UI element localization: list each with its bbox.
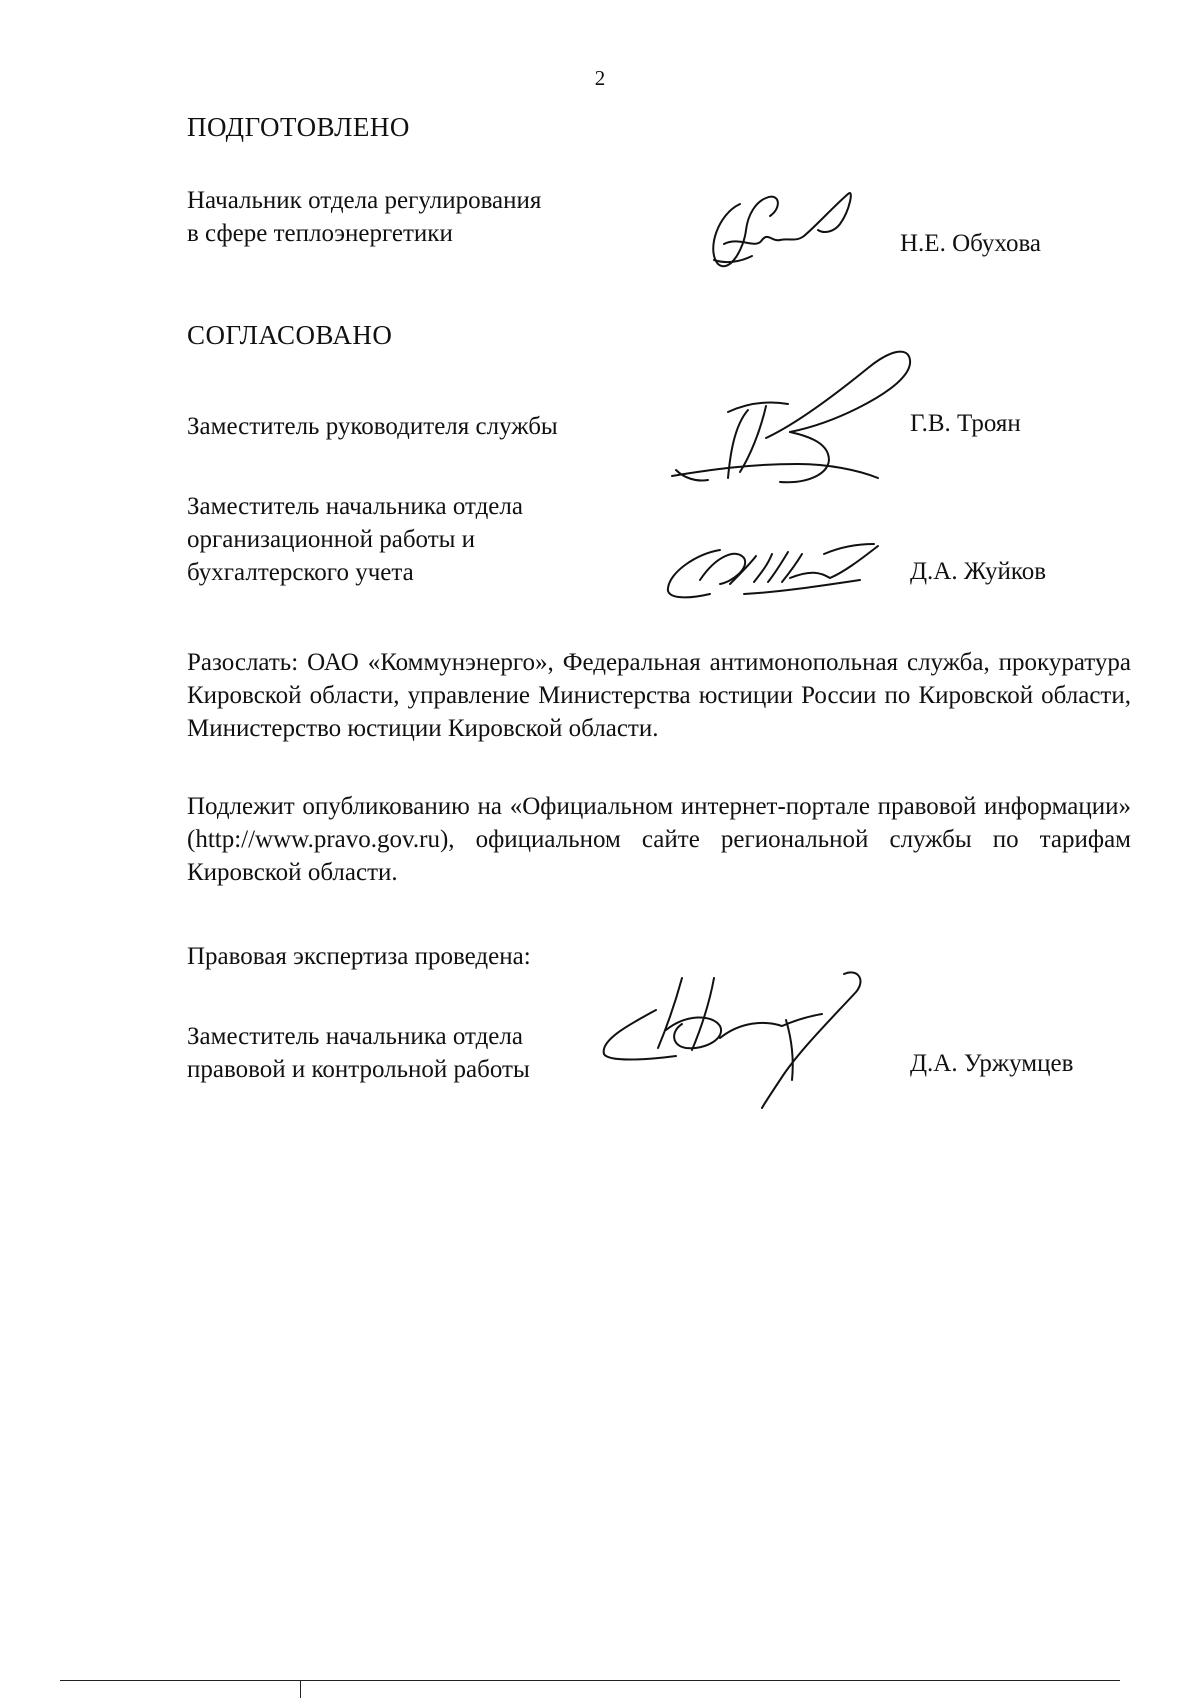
legal-review-name: Д.А. Уржумцев bbox=[910, 1050, 1074, 1077]
position-line: Начальник отдела регулирования bbox=[187, 187, 542, 214]
page-number: 2 bbox=[594, 66, 606, 90]
agreed-position-2 bbox=[187, 490, 523, 589]
position-line: Заместитель начальника отдела bbox=[187, 1023, 523, 1050]
footer-tick bbox=[300, 1680, 301, 1698]
legal-review-label: Правовая экспертиза проведена: bbox=[187, 943, 531, 970]
signature-urzhumtsev bbox=[596, 970, 886, 1110]
publication-paragraph: Подлежит опубликованию на «Официальном интернет-портале правовой информации» (http://www.pravo.gov.ru), официальном сайте региональной службы по тарифам Кировской области. bbox=[187, 793, 1131, 886]
signature-obukhova bbox=[700, 180, 880, 280]
distribution-paragraph: Разослать: ОАО «Коммунэнерго», Федеральная антимонопольная служба, прокуратура Кировской области, управление Министерства юстиции России по Кировской области, Министерство юстиции Кировской области. bbox=[187, 649, 1131, 742]
position-line: правовой и контрольной работы bbox=[187, 1056, 530, 1083]
prepared-position bbox=[187, 184, 541, 250]
position-line: бухгалтерского учета bbox=[187, 559, 414, 586]
prepared-name: Н.Е. Обухова bbox=[900, 230, 1042, 257]
footer-rule bbox=[60, 1680, 1120, 1681]
agreed-name-2: Д.А. Жуйков bbox=[910, 558, 1047, 585]
agreed-heading: СОГЛАСОВАНО bbox=[187, 320, 393, 350]
position-line: Заместитель начальника отдела bbox=[187, 493, 523, 520]
position-line: Заместитель руководителя службы bbox=[187, 413, 558, 440]
agreed-position-1 bbox=[187, 410, 558, 443]
legal-review-position bbox=[187, 1020, 530, 1086]
position-line: в сфере теплоэнергетики bbox=[187, 220, 453, 247]
signature-troyan bbox=[668, 332, 928, 497]
signature-zhuikov bbox=[660, 536, 900, 606]
agreed-name-1: Г.В. Троян bbox=[910, 410, 1021, 437]
prepared-heading: ПОДГОТОВЛЕНО bbox=[187, 112, 410, 142]
position-line: организационной работы и bbox=[187, 526, 476, 553]
